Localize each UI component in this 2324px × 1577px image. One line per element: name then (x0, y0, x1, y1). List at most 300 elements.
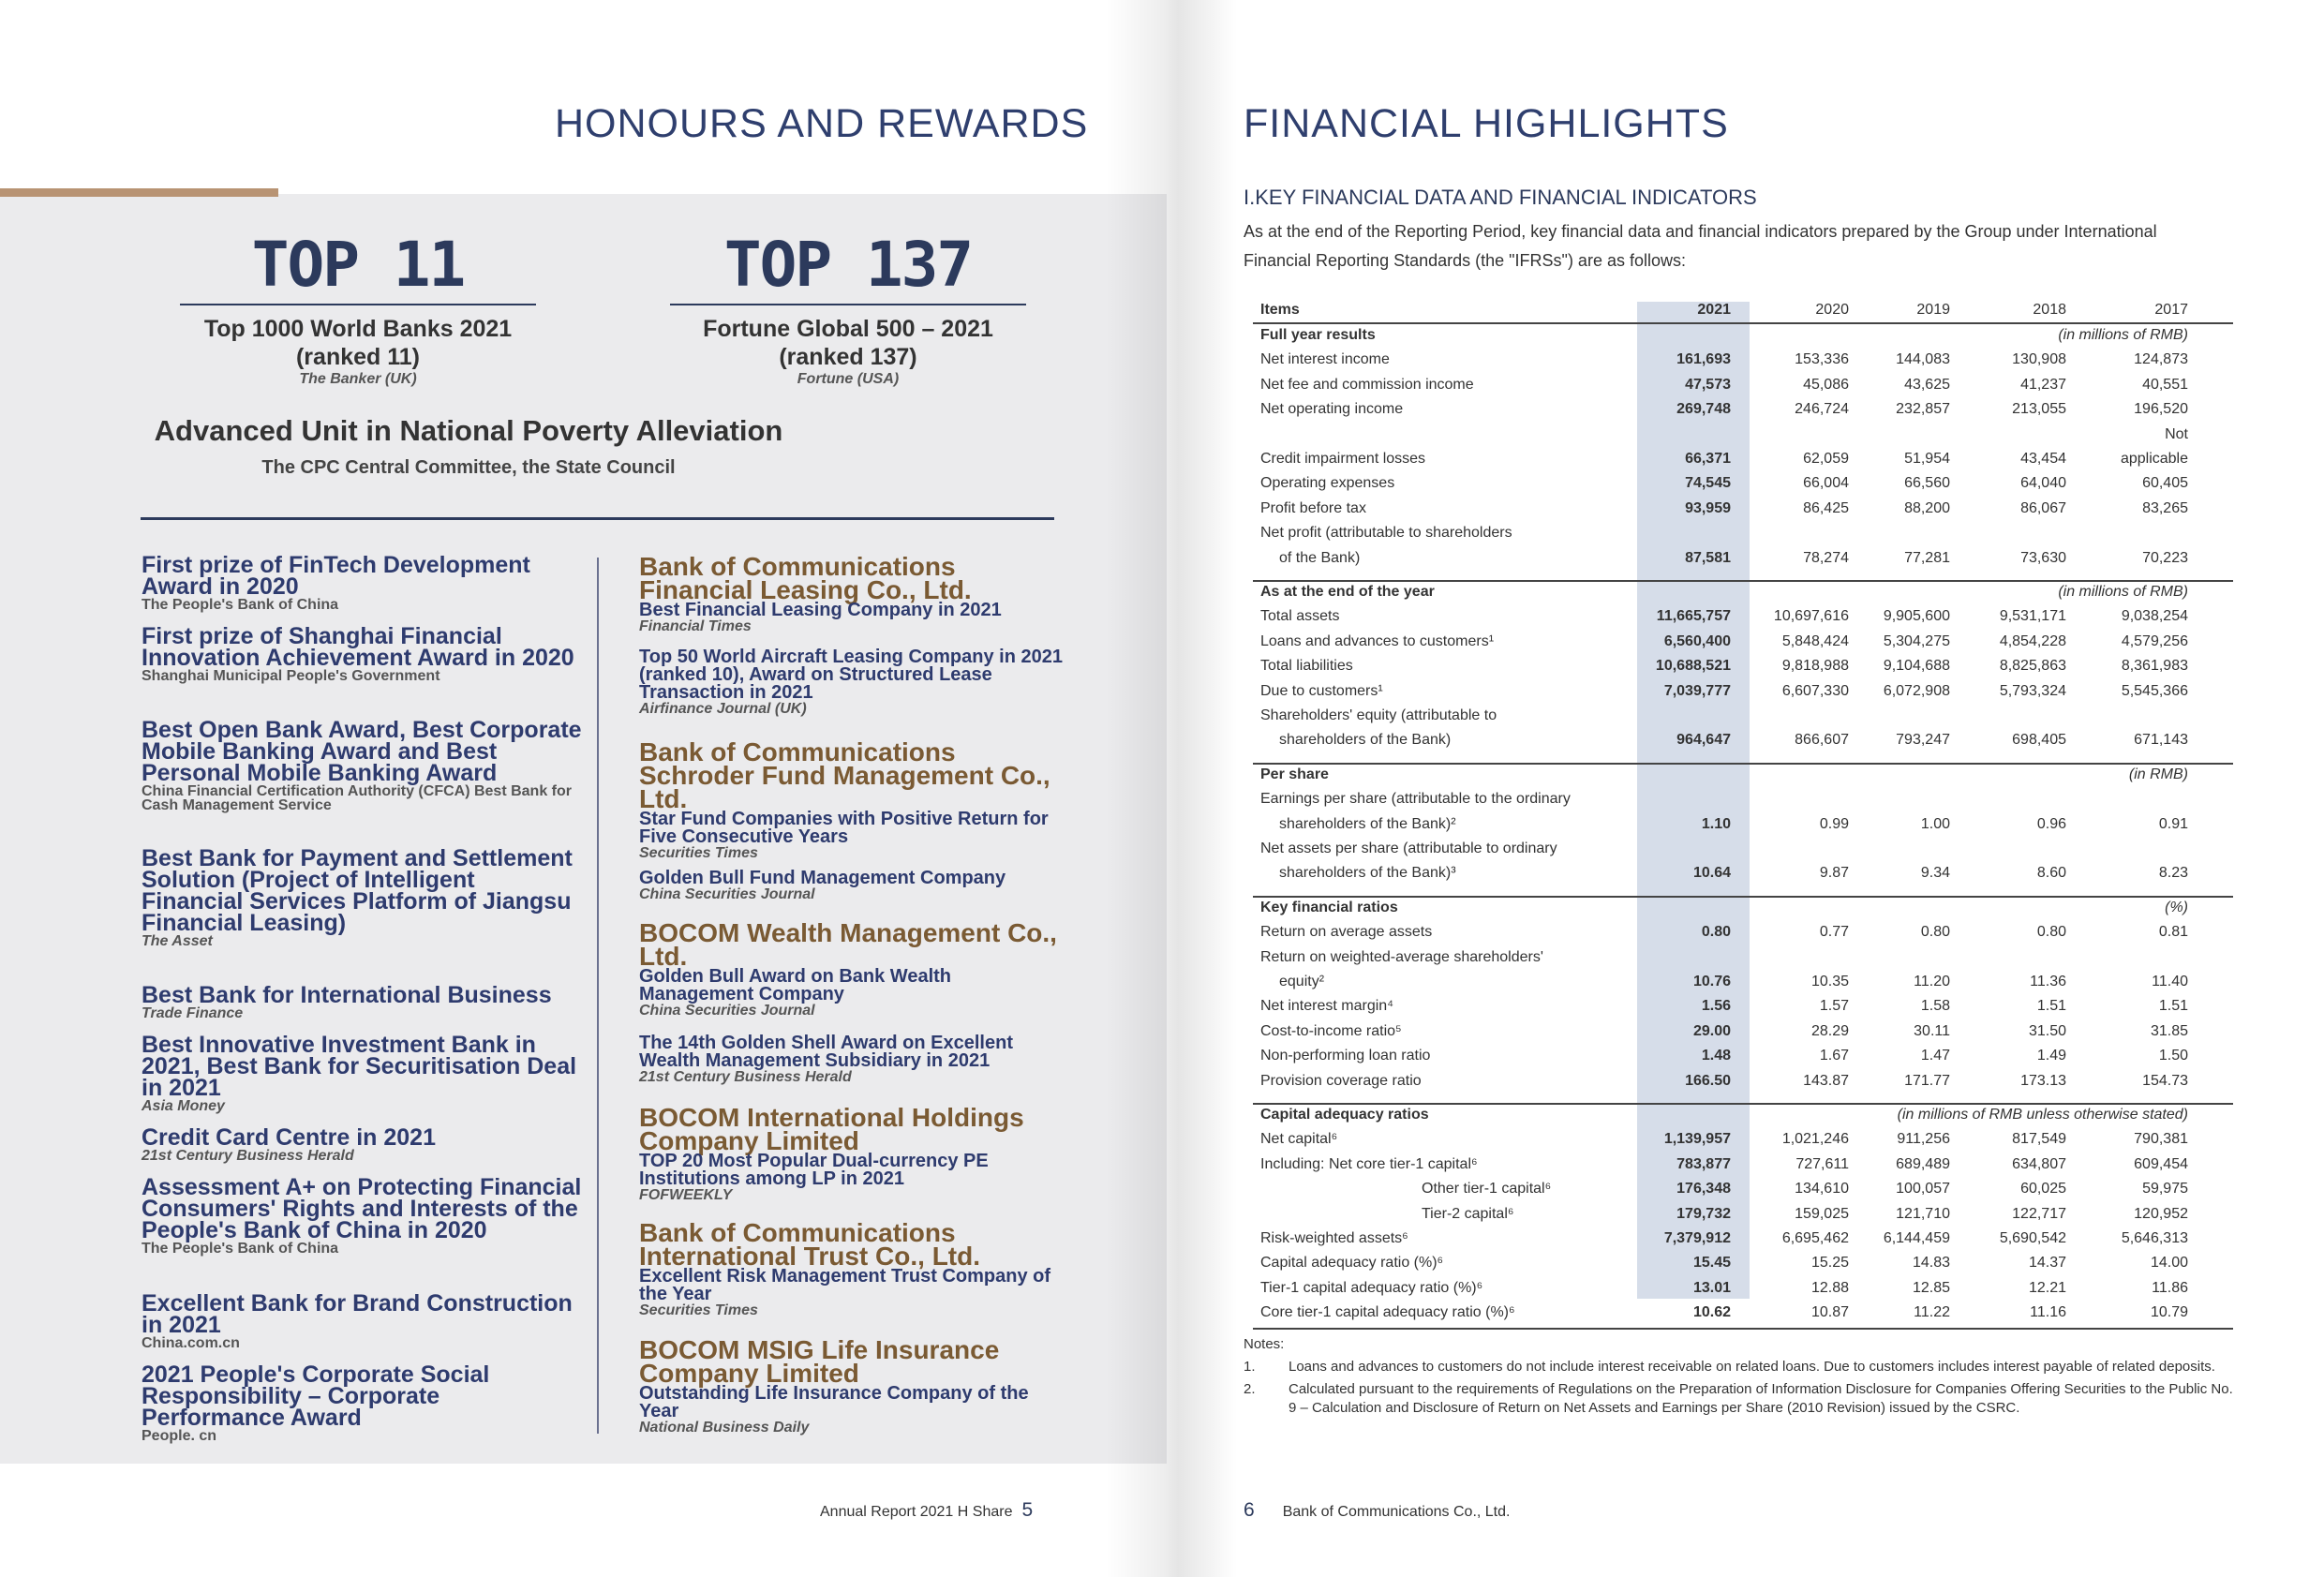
table-cell: 5,646,313 (2121, 1230, 2188, 1246)
table-cell: 14.37 (2028, 1255, 2066, 1272)
award-item (142, 982, 582, 1021)
table-row (1253, 683, 2233, 706)
table-cell: 10.64 (1692, 865, 1731, 882)
table-cell: 6,560,400 (1663, 632, 1731, 649)
table-cell: 45,086 (1803, 376, 1849, 393)
table-cell: 11.16 (2030, 1304, 2066, 1321)
award-source: The CPC Central Committee, the State Council (261, 457, 676, 478)
table-cell: 14.00 (2150, 1255, 2188, 1272)
row-label: Tier-1 capital adequacy ratio (%)⁶ (1260, 1279, 1483, 1296)
table-notes (1244, 1335, 2237, 1418)
award-source: Shanghai Municipal People's Government (142, 668, 440, 684)
award-item (142, 1124, 582, 1164)
table-cell: 1,139,957 (1663, 1131, 1731, 1148)
row-label: Capital adequacy ratio (%)⁶ (1260, 1255, 1444, 1272)
table-cell: 64,040 (2020, 475, 2066, 492)
ranking-number: TOP 11 (251, 229, 465, 301)
table-row (1253, 351, 2233, 374)
award-source: The People's Bank of China (142, 1241, 339, 1257)
table-row (1253, 707, 2233, 730)
table-cell: 10,688,521 (1655, 658, 1731, 675)
poverty-award (141, 414, 797, 479)
accent-bar (0, 188, 278, 197)
table-cell: 130,908 (2012, 351, 2066, 368)
table-row (1253, 865, 2233, 887)
table-cell: 1.51 (2158, 998, 2188, 1015)
financial-page (1167, 0, 2324, 1577)
table-cell: 161,693 (1676, 351, 1731, 368)
unit-label: (in millions of RMB unless otherwise stated) (1897, 1107, 2188, 1123)
table-cell: 100,057 (1896, 1181, 1950, 1198)
table-cell: 790,381 (2134, 1131, 2188, 1148)
table-cell: 60,405 (2142, 475, 2188, 492)
award-source: 21st Century Business Herald (142, 1148, 354, 1164)
header-cell: 2020 (1815, 302, 1849, 318)
table-cell: 14.83 (1912, 1255, 1950, 1272)
award-source: Trade Finance (142, 1005, 244, 1021)
award-title: Excellent Bank for Brand Construction in 2021 (142, 1290, 573, 1338)
table-cell: 122,717 (2012, 1205, 2066, 1222)
unit-label: (%) (2165, 899, 2188, 915)
table-cell: 1.56 (1701, 998, 1731, 1015)
award-item (142, 1361, 582, 1444)
table-cell: 1.10 (1701, 815, 1731, 832)
table-cell: 4,579,256 (2121, 632, 2188, 649)
table-cell: 73,630 (2020, 549, 2066, 566)
award-source: Securities Times (639, 1302, 758, 1318)
table-cell: 29.00 (1692, 1022, 1731, 1039)
table-cell: 12.85 (1912, 1279, 1950, 1296)
table-section-header (1253, 766, 2233, 789)
table-cell: 31.85 (2150, 1022, 2188, 1039)
table-row (1253, 1073, 2233, 1095)
table-cell: 9,818,988 (1781, 658, 1849, 675)
table-rule (1253, 1103, 2233, 1105)
company-name: Bank of Communications Co., Ltd. (1282, 1504, 1511, 1520)
table-cell: 87,581 (1685, 549, 1731, 566)
row-label: Net profit (attributable to shareholders (1260, 525, 1512, 542)
row-label: Non-performing loan ratio (1260, 1048, 1431, 1064)
table-cell: 166.50 (1685, 1072, 1731, 1089)
table-cell: 124,873 (2134, 351, 2188, 368)
top-ranking-right (670, 229, 1026, 388)
table-cell: 143.87 (1803, 1072, 1849, 1089)
table-cell: 7,379,912 (1663, 1230, 1731, 1246)
table-cell: 11.20 (1914, 974, 1950, 989)
table-cell: 1.51 (2036, 998, 2066, 1015)
award-source: Financial Times (639, 618, 752, 634)
table-row (1253, 658, 2233, 680)
row-label: shareholders of the Bank)² (1279, 815, 1456, 832)
award-item (639, 552, 1070, 634)
table-cell: 144,083 (1896, 351, 1950, 368)
table-cell: 609,454 (2134, 1155, 2188, 1172)
table-cell: 78,274 (1803, 549, 1849, 566)
row-label: Profit before tax (1260, 499, 1366, 516)
table-cell: 793,247 (1896, 732, 1950, 749)
award-item (639, 1103, 1070, 1203)
table-cell: 70,223 (2142, 549, 2188, 566)
award-title: The 14th Golden Shell Award on Excellent Wealth Management Subsidiary in 2021 (639, 1033, 1013, 1071)
table-cell: 11.86 (2152, 1279, 2188, 1296)
table-cell: 120,952 (2134, 1205, 2188, 1222)
table-cell: 196,520 (2134, 401, 2188, 418)
award-item (639, 918, 1070, 1019)
row-label: shareholders of the Bank)³ (1279, 865, 1456, 882)
table-cell: 1.00 (1920, 815, 1950, 832)
table-cell: 1.47 (1920, 1048, 1950, 1064)
table-cell: 153,336 (1795, 351, 1849, 368)
table-cell: 671,143 (2134, 732, 2188, 749)
table-cell: 9,531,171 (1999, 608, 2066, 625)
table-row (1253, 998, 2233, 1020)
table-row (1253, 633, 2233, 656)
table-cell: 1.57 (1819, 998, 1849, 1015)
row-label: Return on average assets (1260, 924, 1433, 941)
ranking-source: Fortune (USA) (797, 371, 900, 387)
award-title: Excellent Risk Management Trust Company of the Year (639, 1266, 1050, 1304)
table-row (1253, 550, 2233, 573)
row-label: Earnings per share (attributable to the ordinary (1260, 791, 1571, 808)
award-item (639, 1034, 1070, 1084)
note-item (1244, 1358, 2237, 1376)
award-source: Asia Money (142, 1098, 225, 1114)
award-title: 2021 People's Corporate Social Responsibility – Corporate Performance Award (142, 1361, 490, 1431)
award-title: Assessment A+ on Protecting Financial Consumers' Rights and Interests of the People's Bank of China in 2020 (142, 1174, 582, 1243)
award-title: Top 50 World Aircraft Leasing Company in 2021 (ranked 10), Award on Structured Lease Transaction in 2021 (639, 647, 1063, 703)
company-name: Bank of Communications International Trust Co., Ltd. (639, 1218, 980, 1271)
table-section-header (1253, 584, 2233, 606)
table-cell: 0.80 (1920, 924, 1950, 941)
table-cell: 8.23 (2158, 865, 2188, 882)
table-row (1253, 475, 2233, 498)
row-label: Cost-to-income ratio⁵ (1260, 1022, 1402, 1039)
award-item (639, 1335, 1070, 1436)
ranking-desc: Top 1000 World Banks 2021 (ranked 11) (203, 316, 513, 370)
ranking-desc: Fortune Global 500 – 2021 (ranked 137) (703, 316, 993, 370)
table-cell: 9,038,254 (2121, 608, 2188, 625)
table-rule (1253, 1328, 2233, 1330)
table-cell: 1.58 (1920, 998, 1950, 1015)
award-title: TOP 20 Most Popular Dual-currency PE Institutions among LP in 2021 (639, 1151, 989, 1189)
table-cell: 9.87 (1819, 865, 1849, 882)
table-cell: 43,625 (1904, 376, 1950, 393)
award-title: Advanced Unit in National Poverty Alleviation (154, 414, 783, 447)
award-title: First prize of FinTech Development Award in 2020 (142, 552, 530, 600)
note-item (1244, 1380, 2237, 1418)
table-cell: 5,793,324 (1999, 682, 2066, 699)
row-label: Net assets per share (attributable to ordinary (1260, 841, 1557, 856)
award-item (639, 737, 1070, 861)
table-cell: 6,144,459 (1883, 1230, 1950, 1246)
table-cell: 0.81 (2158, 924, 2188, 941)
table-cell: 41,237 (2020, 376, 2066, 393)
note-number: 2. (1244, 1380, 1256, 1397)
table-cell: 9,104,688 (1883, 658, 1950, 675)
table-row (1253, 1023, 2233, 1046)
award-title: Golden Bull Award on Bank Wealth Management Company (639, 966, 951, 1004)
table-cell: 8,361,983 (2121, 658, 2188, 675)
table-rule (1253, 896, 2233, 898)
table-cell: 0.80 (2036, 924, 2066, 941)
page-number: 6 (1244, 1499, 1255, 1521)
table-cell: 121,710 (1896, 1205, 1950, 1222)
header-cell: Items (1260, 302, 1300, 318)
row-label: Shareholders' equity (attributable to (1260, 707, 1497, 723)
table-cell: 964,647 (1676, 732, 1731, 749)
table-cell: 15.45 (1692, 1255, 1731, 1272)
row-label: Due to customers¹ (1260, 682, 1383, 699)
award-item (142, 717, 582, 813)
table-cell: 866,607 (1795, 732, 1849, 749)
table-cell: 13.01 (1692, 1279, 1731, 1296)
table-cell: 134,610 (1795, 1181, 1849, 1198)
table-cell: 83,265 (2142, 499, 2188, 516)
award-source: China Securities Journal (639, 886, 815, 902)
award-source: The People's Bank of China (142, 597, 339, 613)
table-row (1253, 841, 2233, 863)
award-source: China.com.cn (142, 1335, 240, 1351)
award-source: 21st Century Business Herald (639, 1069, 852, 1085)
table-row (1253, 791, 2233, 813)
award-title: Best Open Bank Award, Best Corporate Mobile Banking Award and Best Personal Mobile Banking Award (142, 717, 582, 786)
row-label: Risk-weighted assets⁶ (1260, 1230, 1408, 1246)
row-label: Net interest margin⁴ (1260, 998, 1394, 1015)
award-source: China Securities Journal (639, 1003, 815, 1019)
table-cell: 8.60 (2036, 865, 2066, 882)
table-cell: 62,059 (1803, 451, 1849, 467)
header-cell: 2017 (2154, 302, 2188, 318)
table-cell: 1.67 (1819, 1048, 1849, 1064)
table-section-header (1253, 1107, 2233, 1129)
award-source: Securities Times (639, 845, 758, 861)
award-title: Credit Card Centre in 2021 (142, 1124, 436, 1151)
unit-label: (in RMB) (2128, 766, 2188, 782)
award-title: Star Fund Companies with Positive Return for Five Consecutive Years (639, 809, 1049, 847)
table-row (1253, 1280, 2233, 1302)
table-cell: Not (2165, 425, 2188, 442)
row-label: Credit impairment losses (1260, 451, 1426, 467)
header-cell: 2018 (2033, 302, 2066, 318)
divider (141, 517, 1054, 520)
table-cell: 1,021,246 (1781, 1131, 1849, 1148)
table-cell: 6,695,462 (1781, 1230, 1849, 1246)
table-row (1253, 401, 2233, 424)
table-row (1253, 1048, 2233, 1070)
table-cell: 15.25 (1810, 1255, 1849, 1272)
award-item (142, 1034, 582, 1113)
table-cell: 10.79 (2150, 1304, 2188, 1321)
table-cell: 173.13 (2020, 1072, 2066, 1089)
table-row (1253, 1181, 2233, 1203)
page-title: FINANCIAL HIGHLIGHTS (1244, 101, 1729, 146)
table-row (1253, 451, 2233, 473)
table-cell: 213,055 (2012, 401, 2066, 418)
page-footer (1244, 1499, 1510, 1522)
table-cell: 11.40 (2152, 974, 2188, 989)
award-source: People. cn (142, 1428, 217, 1444)
table-row (1253, 732, 2233, 754)
table-cell: 10.62 (1692, 1304, 1731, 1321)
company-name: Bank of Communications Schroder Fund Management Co., Ltd. (639, 737, 1050, 813)
table-cell: 817,549 (2012, 1131, 2066, 1148)
award-item (142, 1290, 582, 1351)
company-name: BOCOM International Holdings Company Limited (639, 1103, 1024, 1155)
table-cell: 40,551 (2142, 376, 2188, 393)
award-title: Best Innovative Investment Bank in 2021, Best Bank for Securitisation Deal in 2021 (142, 1032, 577, 1101)
row-label: Total liabilities (1260, 658, 1353, 675)
table-cell: 6,072,908 (1883, 682, 1950, 699)
table-cell: 12.88 (1810, 1279, 1849, 1296)
row-label: Tier-2 capital⁶ (1422, 1205, 1514, 1222)
table-cell: 12.21 (2028, 1279, 2066, 1296)
table-cell: 159,025 (1795, 1205, 1849, 1222)
award-source: China Financial Certification Authority (CFCA) Best Bank for Cash Management Service (142, 783, 572, 813)
award-title: First prize of Shanghai Financial Innovation Achievement Award in 2020 (142, 623, 574, 671)
table-cell: 689,489 (1896, 1155, 1950, 1172)
row-label: of the Bank) (1279, 549, 1361, 566)
table-cell: 0.99 (1819, 815, 1849, 832)
row-label: Including: Net core tier-1 capital⁶ (1260, 1155, 1478, 1172)
table-cell: 154.73 (2142, 1072, 2188, 1089)
header-cell: 2021 (1697, 302, 1731, 318)
table-cell: 5,690,542 (1999, 1230, 2066, 1246)
table-cell: 634,807 (2012, 1155, 2066, 1172)
table-cell: 0.80 (1701, 924, 1731, 941)
table-cell: 4,854,228 (1999, 632, 2066, 649)
table-cell: 5,848,424 (1781, 632, 1849, 649)
award-item (639, 648, 1070, 716)
table-section-header (1253, 900, 2233, 922)
award-item (142, 1174, 582, 1257)
company-name: BOCOM Wealth Management Co., Ltd. (639, 918, 1057, 971)
table-cell: 66,004 (1803, 475, 1849, 492)
table-cell: 6,607,330 (1781, 682, 1849, 699)
table-section-header (1253, 327, 2233, 350)
table-cell: applicable (2120, 451, 2188, 467)
table-cell: 8,825,863 (1999, 658, 2066, 675)
table-cell: 51,954 (1904, 451, 1950, 467)
table-cell: 783,877 (1676, 1155, 1731, 1172)
table-cell: 5,545,366 (2121, 682, 2188, 699)
award-title: Best Bank for International Business (142, 982, 552, 1008)
table-row (1253, 949, 2233, 972)
row-label: Per share (1260, 766, 1329, 782)
table-cell: 9,905,600 (1883, 608, 1950, 625)
table-cell: 59,975 (2142, 1181, 2188, 1198)
row-label: Full year results (1260, 327, 1376, 343)
table-cell: 1.50 (2158, 1048, 2188, 1064)
table-cell: 11.22 (1914, 1304, 1950, 1321)
table-cell: 93,959 (1685, 499, 1731, 516)
company-name: BOCOM MSIG Life Insurance Company Limited (639, 1335, 1000, 1388)
company-name: Bank of Communications Financial Leasing Co., Ltd. (639, 552, 972, 604)
table-row (1253, 1131, 2233, 1153)
award-item (142, 845, 582, 949)
award-title: Best Bank for Payment and Settlement Solution (Project of Intelligent Financial Services Platform of Jiangsu Financial Leasing) (142, 845, 573, 936)
table-cell: 77,281 (1904, 549, 1950, 566)
table-row (1253, 1156, 2233, 1179)
table-cell: 7,039,777 (1663, 682, 1731, 699)
table-cell: 171.77 (1904, 1072, 1950, 1089)
award-item (142, 552, 582, 613)
note-text: Calculated pursuant to the requirements of Regulations on the Preparation of Information Disclosure for Companies Offering Securities to the Public No. 9 – Calculation and Disclosure of Return on Net Assets and Earnings per Share (2010 Revision) issued by the CSRC. (1289, 1380, 2233, 1416)
table-row (1253, 1255, 2233, 1277)
table-cell: 1.48 (1701, 1048, 1731, 1064)
row-label: Return on weighted-average shareholders' (1260, 948, 1543, 965)
notes-label: Notes: (1244, 1335, 1285, 1352)
table-cell: 911,256 (1897, 1131, 1950, 1148)
intro-paragraph: As at the end of the Reporting Period, key financial data and financial indicators prepared by the Group under International Financial Reporting Standards (the "IFRSs") are as follows: (1244, 222, 2157, 270)
table-row (1253, 1230, 2233, 1253)
ranking-number: TOP 137 (723, 229, 973, 301)
table-row (1253, 974, 2233, 996)
table-cell: 9.34 (1920, 865, 1950, 882)
row-label: Operating expenses (1260, 475, 1395, 492)
row-label: Provision coverage ratio (1260, 1072, 1422, 1089)
table-cell: 11.36 (2030, 974, 2066, 989)
table-row (1253, 377, 2233, 399)
divider (670, 304, 1026, 305)
row-label: Net fee and commission income (1260, 376, 1474, 393)
table-cell: 11,665,757 (1656, 608, 1731, 625)
row-label: As at the end of the year (1260, 584, 1435, 600)
table-row (1253, 924, 2233, 946)
table-rule (1253, 322, 2233, 324)
award-item (639, 1218, 1070, 1318)
table-header (1253, 302, 2233, 324)
table-cell: 10,697,616 (1773, 608, 1849, 625)
table-cell: 66,560 (1904, 475, 1950, 492)
table-cell: 10.35 (1810, 974, 1849, 989)
award-item (639, 870, 1070, 901)
table-row (1253, 1304, 2233, 1327)
award-source: The Asset (142, 933, 213, 949)
table-cell: 698,405 (2012, 732, 2066, 749)
table-cell: 5,304,275 (1883, 632, 1950, 649)
table-rule (1253, 580, 2233, 582)
table-cell: 47,573 (1685, 376, 1731, 393)
table-cell: 0.91 (2158, 815, 2188, 832)
table-cell: 43,454 (2020, 451, 2066, 467)
award-title: Best Financial Leasing Company in 2021 (639, 600, 1002, 620)
page-title: HONOURS AND REWARDS (555, 101, 1089, 146)
award-source: Airfinance Journal (UK) (639, 701, 807, 717)
divider (180, 304, 536, 305)
column-divider (597, 558, 599, 1434)
table-cell: 727,611 (1795, 1155, 1849, 1172)
header-cell: 2019 (1916, 302, 1950, 318)
table-cell: 31.50 (2028, 1022, 2066, 1039)
table-cell: 60,025 (2020, 1181, 2066, 1198)
page-footer (820, 1499, 1042, 1522)
award-source: National Business Daily (639, 1420, 810, 1436)
table-row (1253, 608, 2233, 631)
table-cell: 86,067 (2020, 499, 2066, 516)
row-label: Core tier-1 capital adequacy ratio (%)⁶ (1260, 1304, 1515, 1321)
award-title: Outstanding Life Insurance Company of the Year (639, 1383, 1029, 1421)
table-cell: 66,371 (1685, 451, 1731, 467)
table-cell: 30.11 (1914, 1022, 1950, 1039)
table-row (1253, 816, 2233, 839)
row-label: Net interest income (1260, 351, 1390, 368)
table-row (1253, 426, 2233, 449)
table-cell: 28.29 (1810, 1022, 1849, 1039)
table-cell: 246,724 (1795, 401, 1849, 418)
table-row (1253, 1206, 2233, 1228)
table-cell: 0.77 (1819, 924, 1849, 941)
table-rule (1253, 763, 2233, 765)
